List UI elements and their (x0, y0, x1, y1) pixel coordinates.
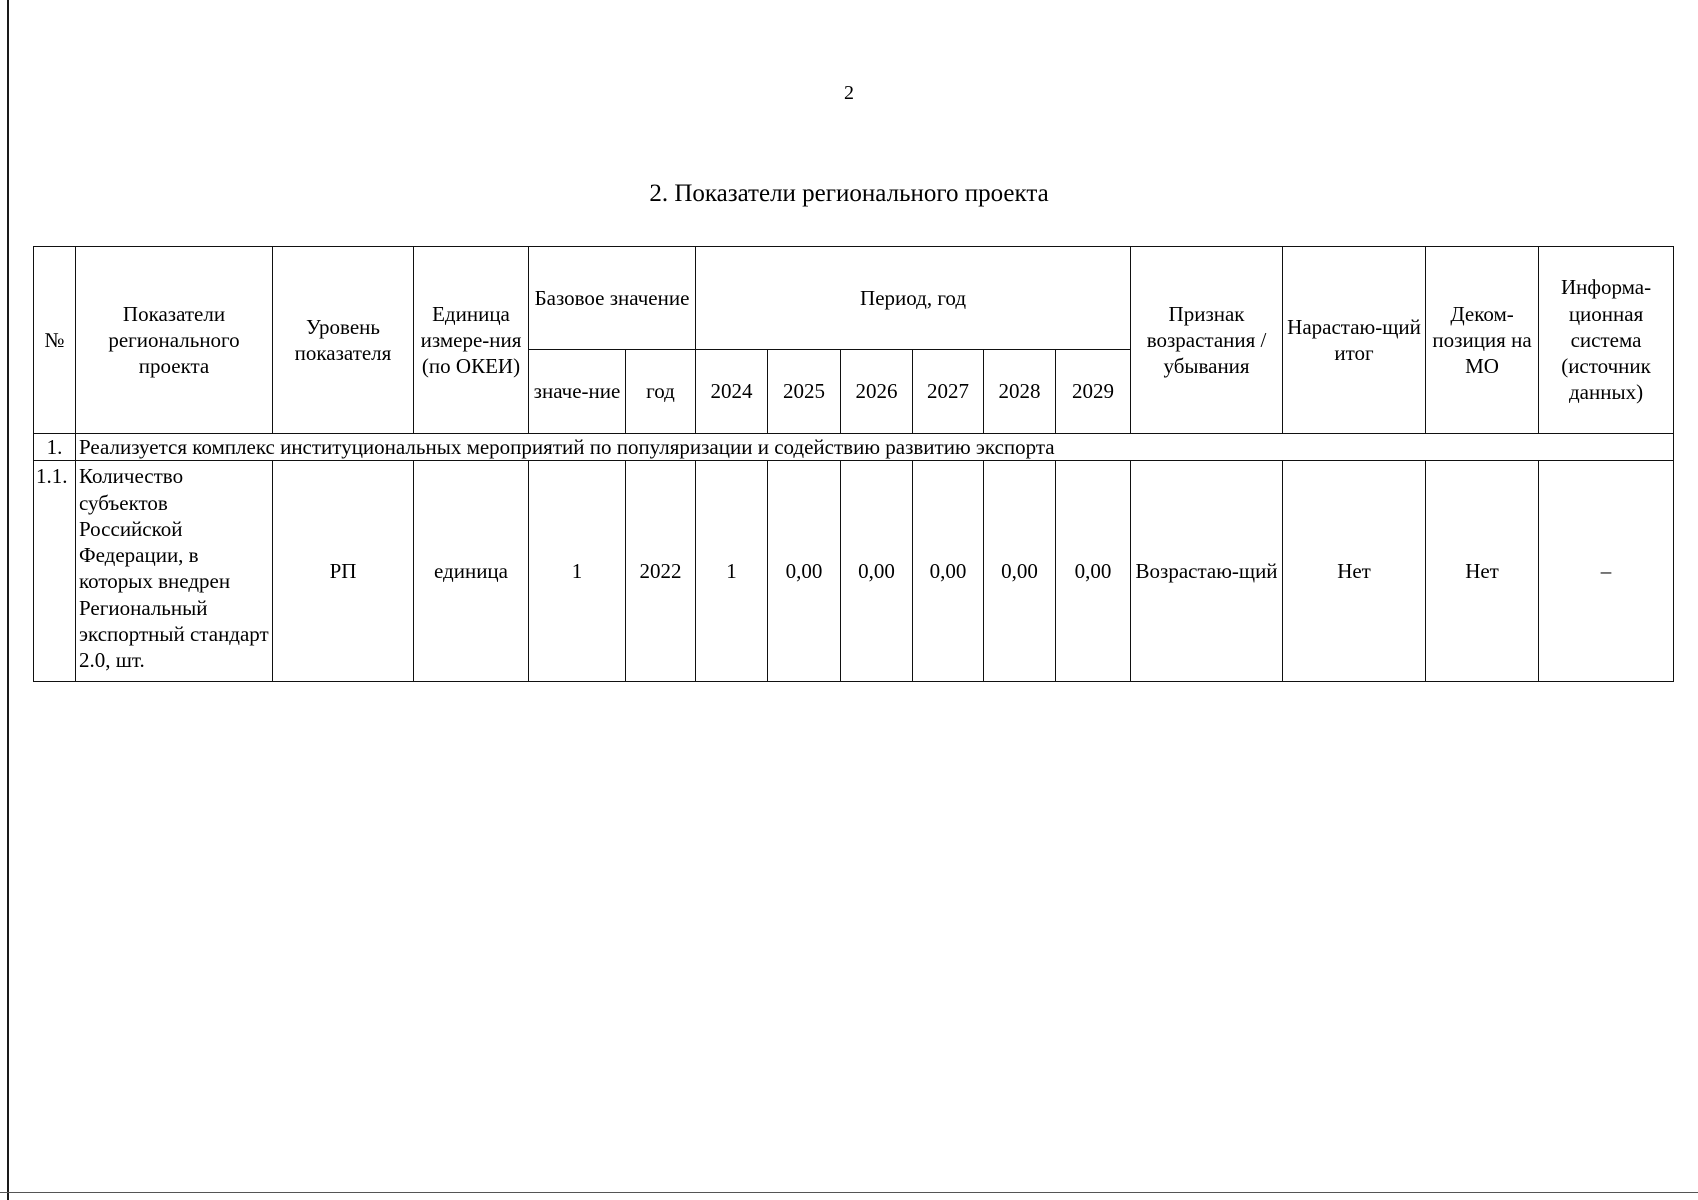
base-value-cell: 1 (529, 461, 626, 682)
col-base-header: Базовое значение (529, 247, 696, 350)
year-value-cell: 0,00 (1056, 461, 1131, 682)
row-number: 1.1. (34, 461, 76, 682)
section-title-cell: Реализуется комплекс институциональных мероприятий по популяризации и содействию развитию экспорта (76, 434, 1674, 461)
trend-cell: Возрастаю-щий (1131, 461, 1283, 682)
level-cell: РП (273, 461, 414, 682)
col-year-header: 2027 (913, 350, 984, 434)
col-trend-header: Признак возрастания /убывания (1131, 247, 1283, 434)
indicators-table (33, 246, 1674, 682)
section-title: 2. Показатели регионального проекта (649, 180, 1049, 207)
base-year-cell: 2022 (626, 461, 696, 682)
col-year-header: 2025 (768, 350, 841, 434)
col-base-value-header: значе-ние (529, 350, 626, 434)
col-decomposition-header: Деком-позиция на МО (1426, 247, 1539, 434)
col-info-system-header: Информа-ционная система (источник данных) (1539, 247, 1674, 434)
cumulative-cell: Нет (1283, 461, 1426, 682)
unit-cell: единица (414, 461, 529, 682)
page-number: 2 (844, 82, 854, 104)
col-base-year-header: год (626, 350, 696, 434)
header-row-1 (34, 247, 1674, 350)
info-system-cell: – (1539, 461, 1674, 682)
col-year-header: 2029 (1056, 350, 1131, 434)
col-year-header: 2024 (696, 350, 768, 434)
col-level-header: Уровень показателя (273, 247, 414, 434)
year-value-cell: 1 (696, 461, 768, 682)
section-number: 1. (34, 434, 76, 461)
decomposition-cell: Нет (1426, 461, 1539, 682)
year-value-cell: 0,00 (841, 461, 913, 682)
year-value-cell: 0,00 (913, 461, 984, 682)
col-number-header: № (34, 247, 76, 434)
section-row (34, 434, 1674, 461)
indicator-name: Количество субъектов Российской Федерации, в которых внедрен Региональный экспортный стандарт 2.0, шт. (76, 461, 273, 682)
col-year-header: 2026 (841, 350, 913, 434)
scan-edge-bottom (0, 1192, 1698, 1193)
table-row (34, 461, 1674, 682)
col-unit-header: Единица измере-ния (по ОКЕИ) (414, 247, 529, 434)
year-value-cell: 0,00 (984, 461, 1056, 682)
col-year-header: 2028 (984, 350, 1056, 434)
col-period-header: Период, год (696, 247, 1131, 350)
year-value-cell: 0,00 (768, 461, 841, 682)
col-cumulative-header: Нарастаю-щий итог (1283, 247, 1426, 434)
col-indicator-header: Показатели регионального проекта (76, 247, 273, 434)
